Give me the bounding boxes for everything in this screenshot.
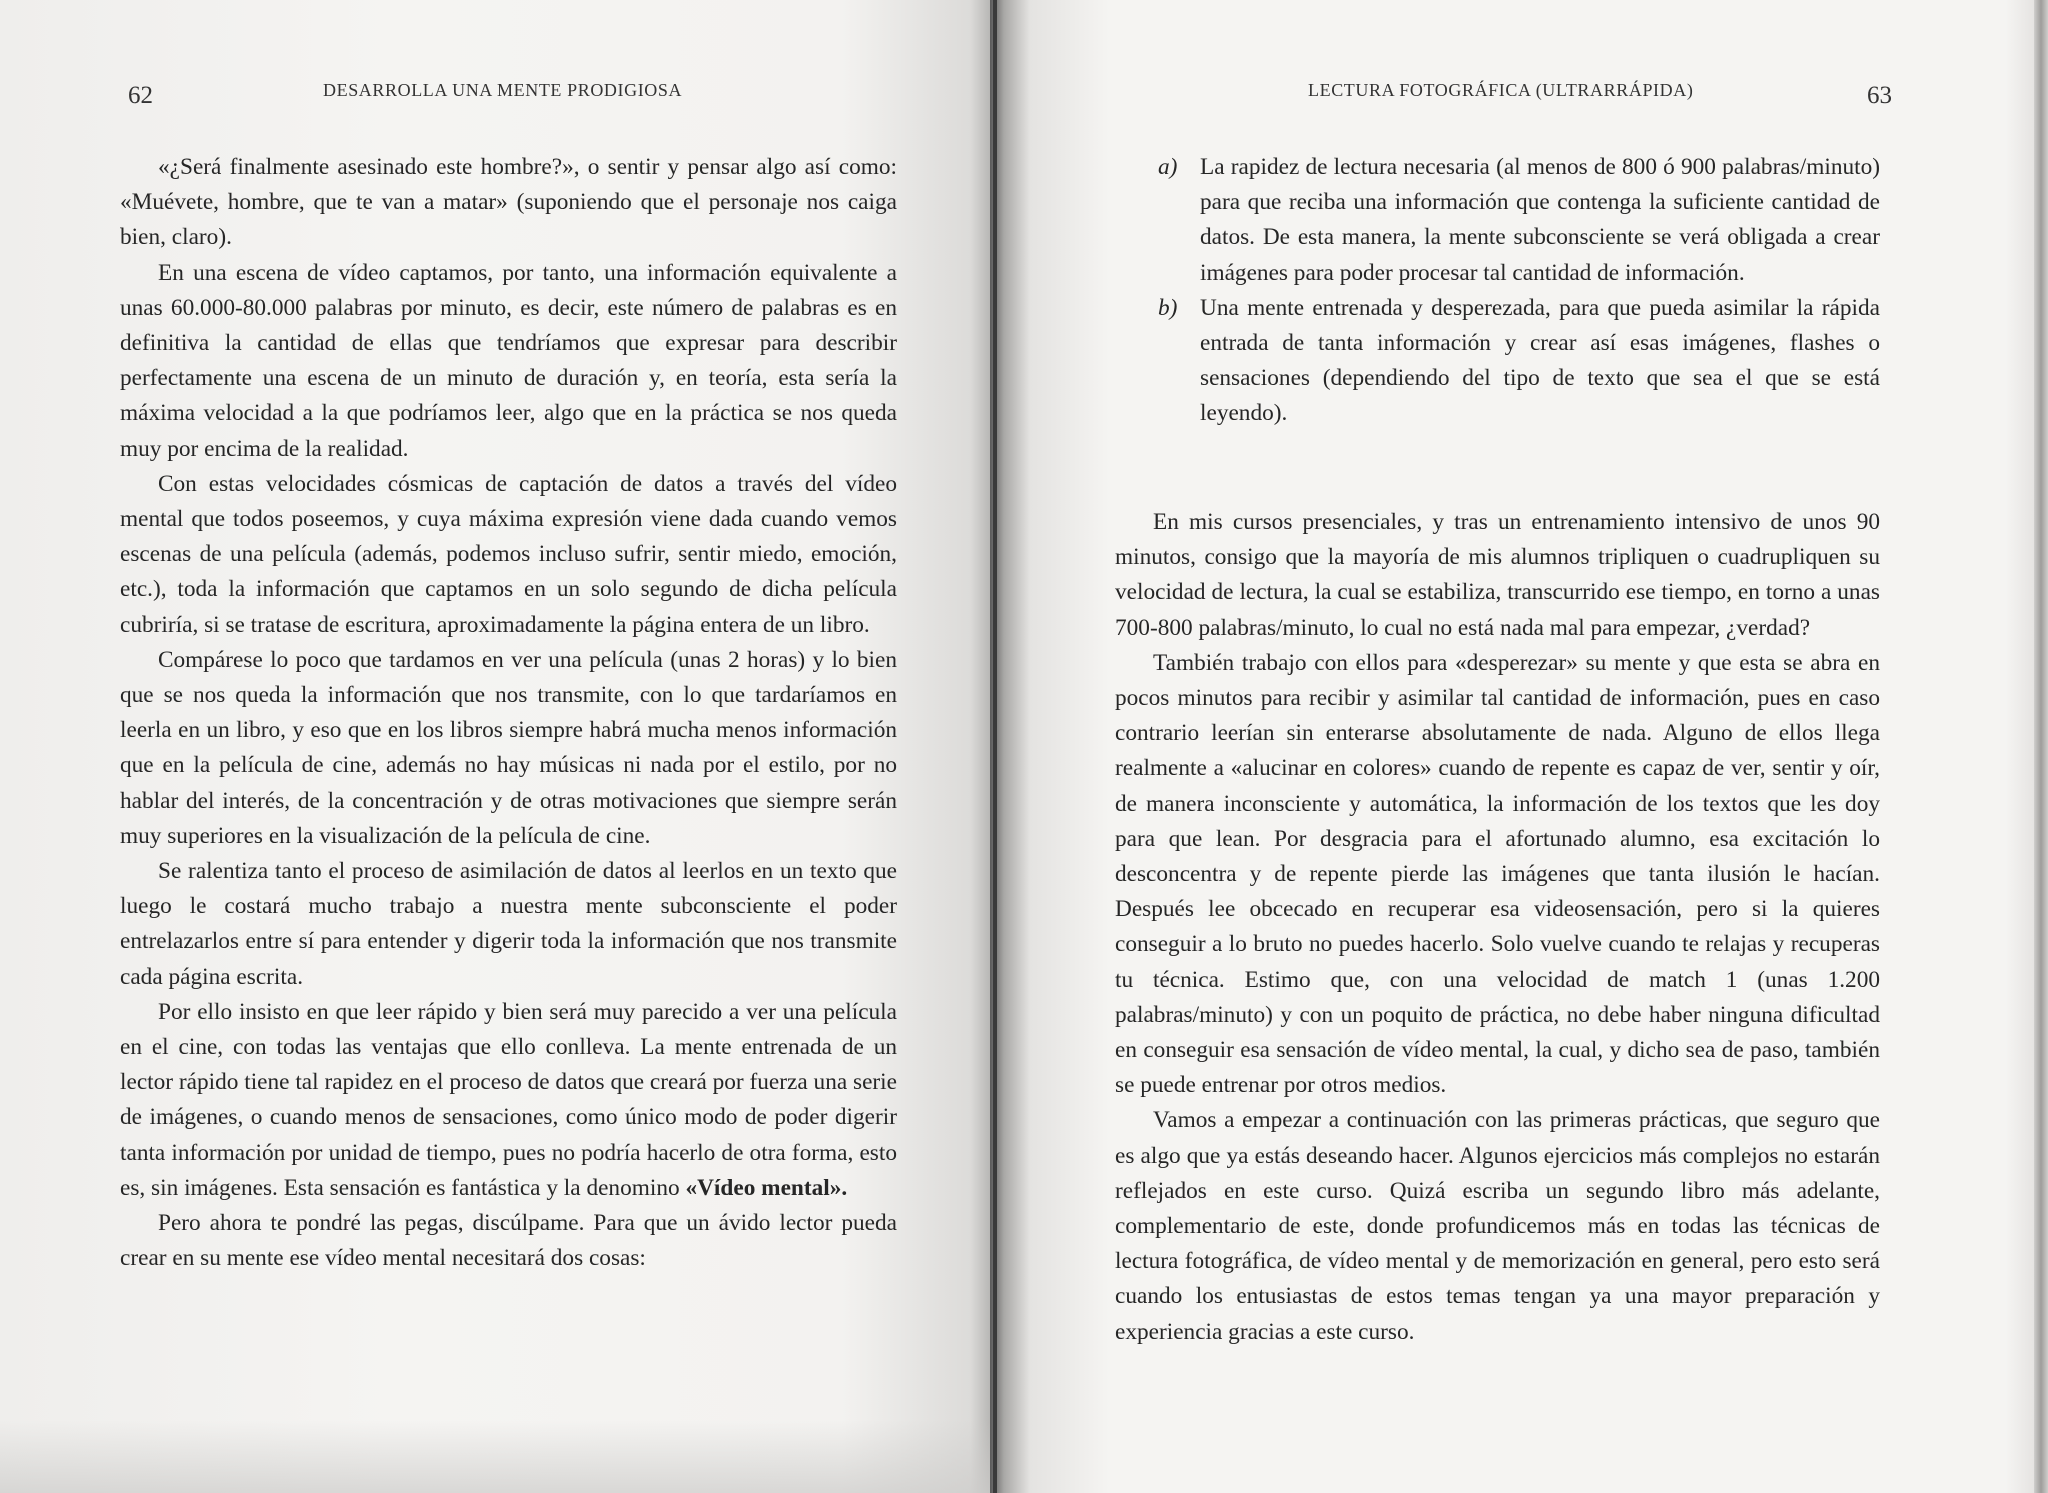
running-head-right: LECTURA FOTOGRÁFICA (ULTRARRÁPIDA): [1308, 80, 1694, 100]
paragraph: «¿Será finalmente asesinado este hombre?», o sentir y pensar algo así como: «Muévete, hombre, que te van a matar» (suponiendo que el personaje nos caiga bien, claro).: [120, 154, 897, 251]
paragraph: En mis cursos presenciales, y tras un entrenamiento intensivo de unos 90 minutos, consigo que la mayoría de mis alumnos tripliquen o cuadrupliquen su velocidad de lectura, la cual se estabiliza, transcurrido ese tiempo, en torno a unas 700-800 palabras/minuto, lo cual no está nada mal para empezar, ¿verdad?: [1115, 509, 1880, 641]
left-page-body: [120, 150, 897, 1277]
right-page-body: [1115, 505, 1880, 1350]
paragraph: Compárese lo poco que tardamos en ver una película (unas 2 horas) y lo bien que se nos queda la información que nos transmite, con lo que tardaríamos en leerla en un libro, y eso que en los libros siempre habrá mucha menos información que en la película de cine, además no hay músicas ni nada por el estilo, por no hablar del interés, de la concentración y de otras motivaciones que siempre serán muy superiores en la visualización de la película de cine.: [120, 646, 897, 849]
page-edge: [2034, 0, 2048, 1493]
list-marker: a): [1158, 154, 1178, 180]
bold-term: «Vídeo mental».: [685, 1174, 848, 1201]
list-item-text: La rapidez de lectura necesaria (al menos de 800 ó 900 palabras/minuto) para que reciba una información que contenga la suficiente cantidad de datos. De esta manera, la mente subconsciente se verá obligada a crear imágenes para poder procesar tal cantidad de información.: [1200, 154, 1880, 286]
paragraph: Vamos a empezar a continuación con las primeras prácticas, que seguro que es algo que ya estás deseando hacer. Algunos ejercicios más complejos no estarán reflejados en este curso. Quizá escriba un segundo libro más adelante, complementario de este, donde profundicemos más en todas las técnicas de lectura fotográfica, de vídeo mental y de memorización en general, pero esto será cuando los entusiastas de estos temas tengan ya una mayor preparación y experiencia gracias a este curso.: [1115, 1107, 1880, 1345]
paragraph: Pero ahora te pondré las pegas, discúlpame. Para que un ávido lector pueda crear en su mente ese vídeo mental necesitará dos cosas:: [120, 1210, 897, 1272]
right-page: [990, 0, 2048, 1493]
list-item-text: Una mente entrenada y desperezada, para que pueda asimilar la rápida entrada de tanta información y crear así esas imágenes, flashes o sensaciones (dependiendo del tipo de texto que sea el que se está leyendo).: [1200, 294, 1880, 427]
paragraph: Se ralentiza tanto el proceso de asimilación de datos al leerlos en un texto que luego le costará mucho trabajo a nuestra mente subconsciente el poder entrelazarlos entre sí para entender y digerir toda la información que nos transmite cada página escrita.: [120, 858, 897, 990]
list-marker: b): [1158, 294, 1178, 321]
book-gutter: [993, 0, 997, 1493]
paragraph: Con estas velocidades cósmicas de captación de datos a través del vídeo mental que todos poseemos, y cuya máxima expresión viene dada cuando vemos escenas de una película (además, podemos incluso sufrir, sentir miedo, emoción, etc.), toda la información que captamos en un solo segundo de dicha película cubriría, si se tratase de escritura, aproximadamente la página entera de un libro.: [120, 470, 897, 638]
page-bottom-shadow: [0, 1420, 990, 1493]
running-head-left: DESARROLLA UNA MENTE PRODIGIOSA: [323, 80, 683, 100]
paragraph: En una escena de vídeo captamos, por tanto, una información equivalente a unas 60.000-80.000 palabras por minuto, es decir, este número de palabras es en definitiva la cantidad de ellas que tendríamos que expresar para describir perfectamente una escena de un minuto de duración y, en teoría, esta sería la máxima velocidad a la que podríamos leer, algo que en la práctica se nos queda muy por encima de la realidad.: [120, 259, 897, 462]
list-item-a: [1158, 150, 1880, 291]
paragraph-video-mental: [120, 995, 897, 1206]
left-page: [0, 0, 990, 1493]
page-number-right: 63: [1867, 82, 1892, 109]
page-number-left: 62: [128, 82, 153, 109]
list-item-b: [1158, 291, 1880, 432]
right-page-list: [1158, 150, 1880, 432]
paragraph-text: Por ello insisto en que leer rápido y bien será muy parecido a ver una película en el cine, con todas las ventajas que ello conlleva. La mente entrenada de un lector rápido tiene tal rapidez en el proceso de datos que creará por fuerza una serie de imágenes, o cuando menos de sensaciones, como único modo de poder digerir tanta información por unidad de tiempo, pues no podría hacerlo de otra forma, esto es, sin imágenes. Esta sensación es fantástica y la denomino: [120, 998, 897, 1201]
paragraph: También trabajo con ellos para «desperezar» su mente y que esta se abra en pocos minutos para recibir y asimilar tal cantidad de información, pues en caso contrario leerían sin enterarse absolutamente de nada. Alguno de ellos llega realmente a «alucinar en colores» cuando de repente es capaz de ver, sentir y oír, de manera inconsciente y automática, la información de los textos que les doy para que lean. Por desgracia para el afortunado alumno, esa excitación lo desconcentra y de repente pierde las imágenes que tanta ilusión le hacían. Después lee obcecado en recuperar esa videosensación, pero si la quieres conseguir a lo bruto no puedes hacerlo. Solo vuelve cuando te relajas y recuperas tu técnica. Estimo que, con una velocidad de match 1 (unas 1.200 palabras/minuto) y con un poquito de práctica, no debe haber ninguna dificultad en conseguir esa sensación de vídeo mental, la cual, y dicho sea de paso, también se puede entrenar por otros medios.: [1115, 649, 1880, 1099]
